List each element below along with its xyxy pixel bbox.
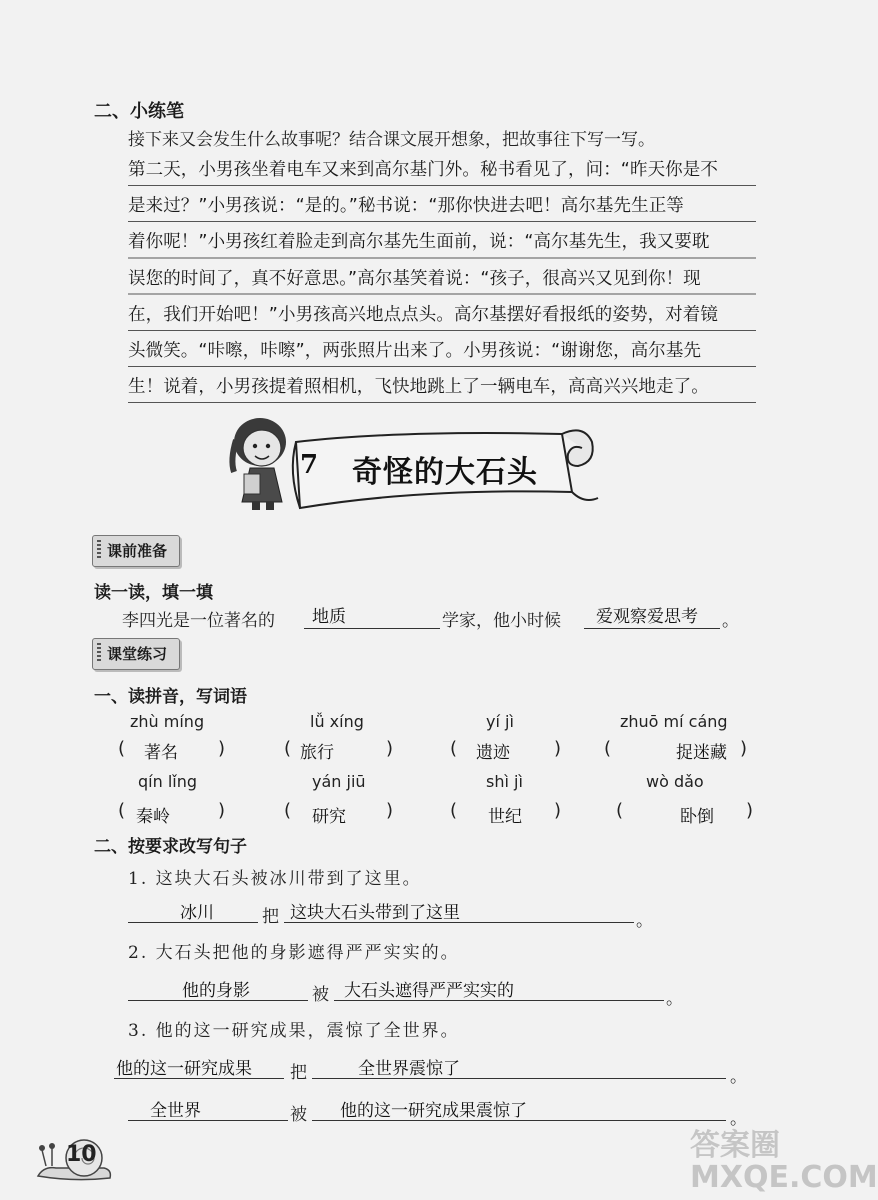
page-number: 10 xyxy=(66,1142,97,1167)
period: 。 xyxy=(730,1109,749,1129)
word-answer: 世纪 xyxy=(488,807,522,827)
lesson-number: 7 xyxy=(300,450,319,480)
paren-open: ( xyxy=(450,800,458,821)
paren-open: ( xyxy=(284,800,292,821)
word-answer: 捉迷藏 xyxy=(676,743,727,763)
answer-line: 误您的时间了，真不好意思。”高尔基笑着说：“孩子，很高兴又见到你！现 xyxy=(128,268,701,289)
word-answer: 旅行 xyxy=(300,743,334,763)
answer-line: 在，我们开始吧！”小男孩高兴地点点头。高尔基摆好看报纸的姿势，对着镜 xyxy=(128,304,718,325)
paren-open: ( xyxy=(450,738,458,759)
paren-open: ( xyxy=(284,738,292,759)
pinyin-text: lǚ xíng xyxy=(310,712,364,731)
writing-answer-area xyxy=(128,152,756,405)
rewrite-answer: 他的身影 xyxy=(182,981,250,1001)
rewrite-answer: 全世界 xyxy=(150,1101,201,1121)
rewrite-section-heading: 二、按要求改写句子 xyxy=(94,837,247,857)
word-answer: 卧倒 xyxy=(680,807,714,827)
paren-close: ) xyxy=(218,738,226,759)
question-sentence: 3. 他的这一研究成果，震惊了全世界。 xyxy=(128,1021,460,1041)
connector-word: 把 xyxy=(262,907,281,927)
answer-line: 生！说着，小男孩提着照相机，飞快地跳上了一辆电车，高高兴兴地走了。 xyxy=(128,377,709,398)
paren-open: ( xyxy=(604,738,612,759)
pre-class-tag: 课前准备 xyxy=(92,535,180,567)
period: 。 xyxy=(730,1067,749,1087)
section-heading-practice: 二、小练笔 xyxy=(94,101,184,122)
pinyin-text: wò dǎo xyxy=(646,772,704,791)
fill-sentence-start: 李四光是一位著名的 xyxy=(122,611,275,631)
pinyin-text: yán jiū xyxy=(312,772,366,791)
lesson-title: 奇怪的大石头 xyxy=(352,455,538,490)
word-answer: 遗迹 xyxy=(476,743,510,763)
paren-close: ) xyxy=(218,800,226,821)
pinyin-section-heading: 一、读拼音，写词语 xyxy=(94,687,247,707)
period: 。 xyxy=(636,911,655,931)
question-sentence: 1. 这块大石头被冰川带到了这里。 xyxy=(128,869,422,889)
pinyin-text: qín lǐng xyxy=(138,772,198,791)
paren-open: ( xyxy=(118,738,126,759)
word-answer: 著名 xyxy=(144,743,178,763)
pinyin-text: zhù míng xyxy=(130,712,205,731)
rewrite-answer: 全世界震惊了 xyxy=(358,1059,460,1079)
paren-close: ) xyxy=(740,738,748,759)
answer-line: 头微笑。“咔嚓，咔嚓”，两张照片出来了。小男孩说：“谢谢您，高尔基先 xyxy=(128,341,702,362)
word-answer: 研究 xyxy=(312,807,346,827)
connector-word: 被 xyxy=(290,1105,309,1125)
fill-answer-2: 爱观察爱思考 xyxy=(596,607,698,627)
rewrite-answer: 他的这一研究成果 xyxy=(116,1059,252,1079)
paren-open: ( xyxy=(118,800,126,821)
paren-close: ) xyxy=(746,800,754,821)
word-answer: 秦岭 xyxy=(136,807,170,827)
rewrite-answer: 他的这一研究成果震惊了 xyxy=(340,1101,527,1121)
girl-mascot-icon xyxy=(232,418,286,510)
writing-prompt: 接下来又会发生什么故事呢？结合课文展开想象，把故事往下写一写。 xyxy=(128,130,655,150)
paren-open: ( xyxy=(616,800,624,821)
paren-close: ) xyxy=(386,800,394,821)
rewrite-answer: 大石头遮得严严实实的 xyxy=(344,981,514,1001)
paren-close: ) xyxy=(386,738,394,759)
fill-sentence-mid: 学家，他小时候 xyxy=(442,611,561,631)
rewrite-answer: 冰川 xyxy=(180,903,214,923)
in-class-tag: 课堂练习 xyxy=(92,638,180,670)
pinyin-text: yí jì xyxy=(486,712,514,731)
question-sentence: 2. 大石头把他的身影遮得严严实实的。 xyxy=(128,943,460,963)
paren-close: ) xyxy=(554,800,562,821)
connector-word: 把 xyxy=(290,1063,309,1083)
fill-sentence-end: 。 xyxy=(722,611,739,631)
answer-line: 是来过？”小男孩说：“是的。”秘书说：“那你快进去吧！高尔基先生正等 xyxy=(128,196,684,217)
connector-word: 被 xyxy=(312,985,331,1005)
pre-class-subheading: 读一读，填一填 xyxy=(94,583,213,603)
answer-line: 第二天，小男孩坐着电车又来到高尔基门外。秘书看见了，问：“昨天你是不 xyxy=(128,160,718,180)
watermark: 答案圈 MXQE.COM xyxy=(690,1128,878,1195)
period: 。 xyxy=(666,989,685,1009)
pinyin-text: zhuō mí cáng xyxy=(620,712,728,731)
rewrite-answer: 这块大石头带到了这里 xyxy=(290,903,460,923)
pinyin-text: shì jì xyxy=(486,772,523,791)
answer-line: 着你呢！”小男孩红着脸走到高尔基先生面前，说：“高尔基先生，我又要耽 xyxy=(128,232,710,253)
fill-answer-1: 地质 xyxy=(312,607,346,627)
paren-close: ) xyxy=(554,738,562,759)
